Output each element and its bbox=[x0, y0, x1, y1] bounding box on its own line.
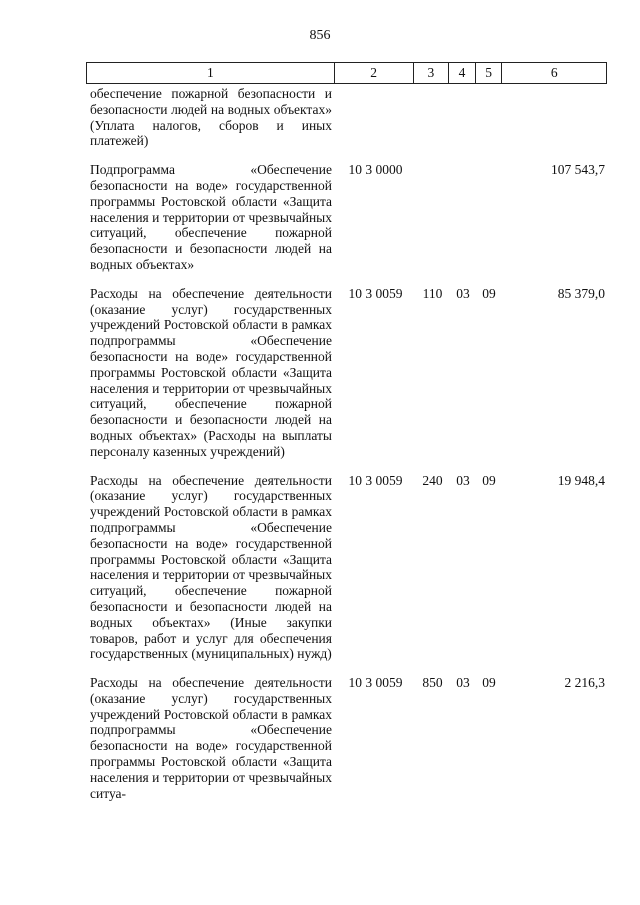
header-col-2: 2 bbox=[334, 63, 413, 83]
row-subsection bbox=[476, 162, 502, 273]
row-description: обеспечение пожарной безопасности и безопасности людей на водных объектах» (Уплата налогов, сборов и иных платежей) bbox=[90, 86, 332, 149]
table-header bbox=[86, 62, 607, 84]
row-subsection: 09 bbox=[482, 675, 496, 691]
row-amount: 2 216,3 bbox=[564, 675, 605, 691]
header-col-1: 1 bbox=[206, 65, 214, 81]
row-expense-type: 110 bbox=[422, 285, 443, 301]
row-subsection bbox=[476, 86, 502, 149]
row-subsection: 09 bbox=[482, 472, 496, 488]
row-amount: 107 543,7 bbox=[551, 162, 605, 178]
row-description: Расходы на обеспечение деятельности (оказание услуг) государственных учреждений Ростовской области в рамках подпрограммы «Обеспечение безопасности на воде» государственной программы Ростовской области «Защита населения и территории от чрезвычайных ситуа- bbox=[90, 675, 332, 801]
row-section bbox=[450, 162, 476, 273]
header-col-6: 6 bbox=[501, 63, 606, 83]
table-row bbox=[86, 162, 607, 273]
row-amount: 19 948,4 bbox=[557, 472, 605, 488]
page-number: 856 bbox=[309, 28, 331, 43]
row-description: Подпрограмма «Обеспечение безопасности на воде» государственной программы Ростовской области «Защита населения и территории от чрезвычайных ситуаций, обеспечение пожарной безопасности и безопасности людей на водных объектах» bbox=[90, 162, 332, 272]
row-section: 03 bbox=[456, 285, 470, 301]
budget-table bbox=[86, 62, 607, 814]
header-col-5: 5 bbox=[475, 63, 502, 83]
table-row bbox=[86, 473, 607, 663]
row-section bbox=[450, 86, 476, 149]
row-section: 03 bbox=[456, 675, 470, 691]
row-description: Расходы на обеспечение деятельности (оказание услуг) государственных учреждений Ростовской области в рамках подпрограммы «Обеспечение безопасности на воде» государственной программы Ростовской области «Защита населения и территории от чрезвычайных ситуаций, обеспечение пожарной безопасности и безопасности людей на водных объектах» (Расходы на выплаты персоналу казенных учреждений) bbox=[90, 285, 332, 459]
row-target-code: 10 3 0000 bbox=[348, 162, 403, 178]
row-section: 03 bbox=[456, 472, 470, 488]
row-expense-type bbox=[415, 86, 450, 149]
row-expense-type bbox=[415, 162, 450, 273]
table-row bbox=[86, 286, 607, 460]
table-row bbox=[86, 675, 607, 801]
header-col-4: 4 bbox=[448, 63, 475, 83]
row-target-code: 10 3 0059 bbox=[348, 675, 403, 691]
row-expense-type: 240 bbox=[422, 472, 443, 488]
row-subsection: 09 bbox=[482, 285, 496, 301]
row-description: Расходы на обеспечение деятельности (оказание услуг) государственных учреждений Ростовской области в рамках подпрограммы «Обеспечение безопасности на воде» государственной программы Ростовской области «Защита населения и территории от чрезвычайных ситуаций, обеспечение пожарной безопасности и безопасности людей на водных объектах» (Иные закупки товаров, работ и услуг для обеспечения государственных (муниципальных) нужд) bbox=[90, 472, 332, 662]
row-target-code: 10 3 0059 bbox=[348, 472, 403, 488]
row-target-code: 10 3 0059 bbox=[348, 285, 403, 301]
row-amount: 85 379,0 bbox=[557, 285, 605, 301]
row-target-code bbox=[336, 86, 415, 149]
header-col-3: 3 bbox=[413, 63, 449, 83]
row-amount bbox=[502, 86, 607, 149]
table-row bbox=[86, 86, 607, 149]
row-expense-type: 850 bbox=[422, 675, 443, 691]
